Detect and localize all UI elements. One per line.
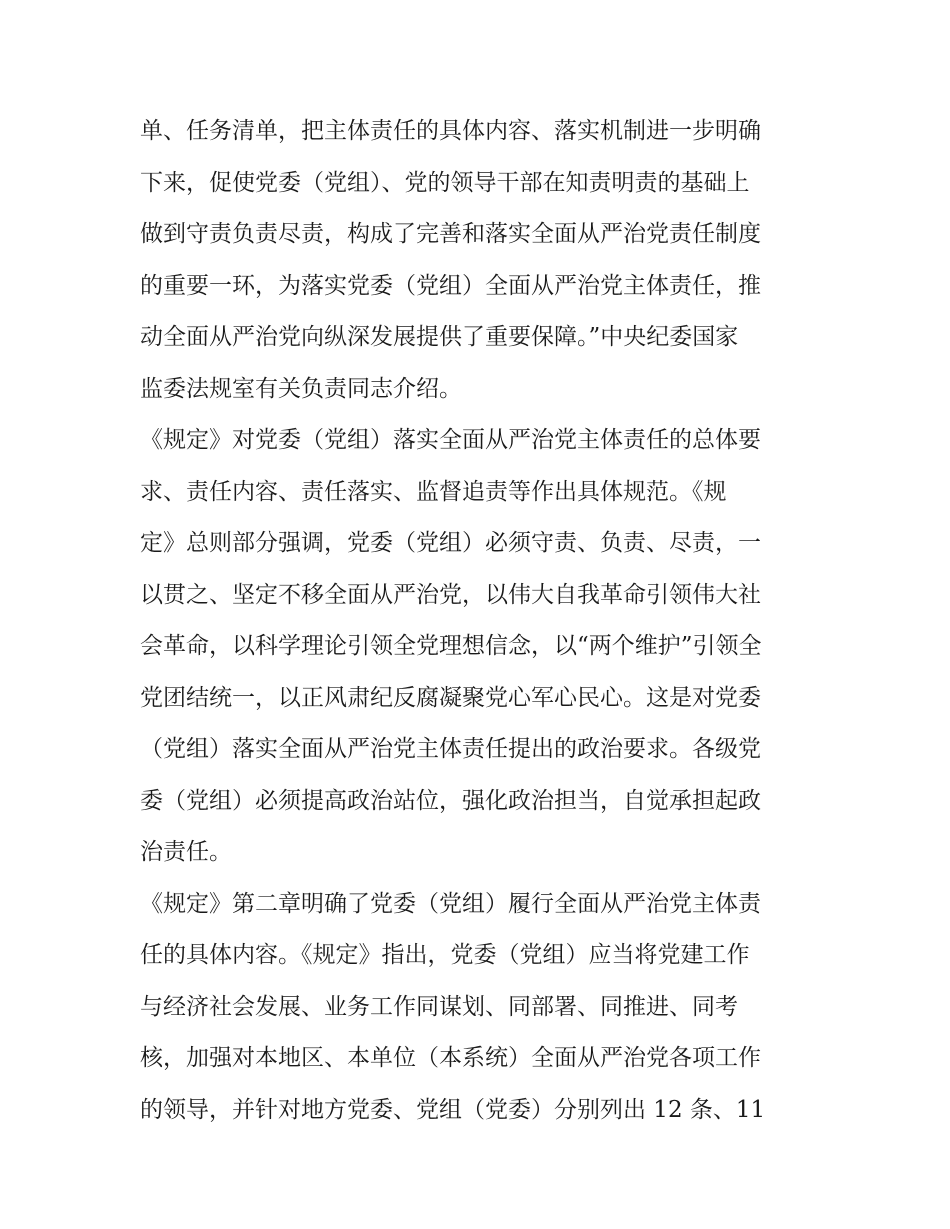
text-line: 与经济社会发展、业务工作同谋划、同部署、同推进、同考: [140, 993, 738, 1020]
text-line: （党组）落实全面从严治党主体责任提出的政治要求。各级党: [140, 736, 761, 762]
text-line: 《规定》第二章明确了党委（党组）履行全面从严治党主体责: [140, 890, 761, 917]
text-line: 委（党组）必须提高政治站位，强化政治担当，自觉承担起政: [140, 787, 761, 814]
text-line: 动全面从严治党向纵深发展提供了重要保障。”中央纪委国家: [140, 324, 739, 350]
text-line: 以贯之、坚定不移全面从严治党，以伟大自我革命引领伟大社: [140, 581, 761, 608]
text-line: 核，加强对本地区、本单位（本系统）全面从严治党各项工作: [140, 1045, 761, 1071]
text-line: 下来，促使党委（党组）、党的领导干部在知责明责的基础上: [140, 169, 750, 196]
text-line: 的重要一环，为落实党委（党组）全面从严治党主体责任，推: [140, 272, 761, 299]
body-text: [140, 106, 820, 1136]
text-line: 做到守责负责尽责，构成了完善和落实全面从严治党责任制度: [140, 221, 761, 247]
text-line: 监委法规室有关负责同志介绍。: [140, 375, 462, 402]
text-line: 治责任。: [140, 839, 232, 865]
text-line: 单、任务清单，把主体责任的具体内容、落实机制进一步明确: [140, 118, 761, 144]
text-line: 党团结统一，以正风肃纪反腐凝聚党心军心民心。这是对党委: [140, 684, 761, 711]
text-line: 《规定》对党委（党组）落实全面从严治党主体责任的总体要: [140, 427, 761, 453]
text-line: 求、责任内容、责任落实、监督追责等作出具体规范。《规: [140, 478, 727, 505]
text-line: 任的具体内容。《规定》指出，党委（党组）应当将党建工作: [140, 942, 750, 968]
text-line: 的领导，并针对地方党委、党组（党委）分别列出 12 条、11: [140, 1096, 766, 1123]
text-line: 会革命，以科学理论引领全党理想信念，以“两个维护”引领全: [140, 633, 762, 659]
text-line: 定》总则部分强调，党委（党组）必须守责、负责、尽责，一: [140, 530, 761, 556]
